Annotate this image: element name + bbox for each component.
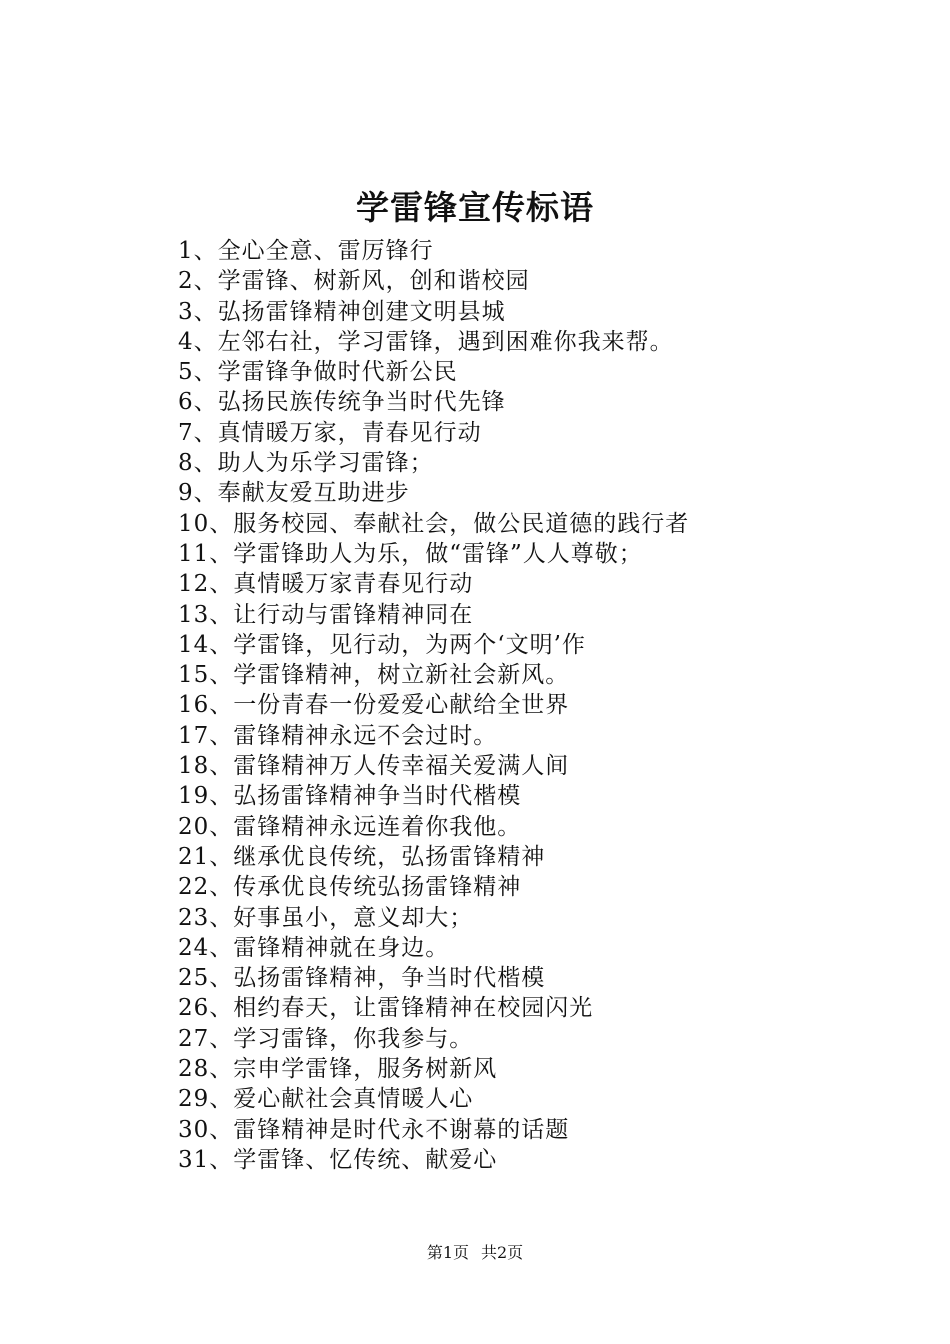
- slogan-item: 29、爱心献社会真情暖人心: [178, 1086, 474, 1113]
- slogan-item: 3、弘扬雷锋精神创建文明县城: [178, 298, 506, 325]
- slogan-item: 14、学雷锋，见行动，为两个‘文明’作: [178, 631, 586, 658]
- slogan-item: 27、学习雷锋，你我参与。: [178, 1025, 474, 1052]
- slogan-item: 22、传承优良传统弘扬雷锋精神: [178, 874, 522, 901]
- slogan-item: 18、雷锋精神万人传幸福关爱满人间: [178, 753, 570, 780]
- slogan-item: 12、真情暖万家青春见行动: [178, 571, 474, 598]
- slogan-item: 13、让行动与雷锋精神同在: [178, 601, 474, 628]
- page-footer: [0, 1241, 950, 1265]
- slogan-item: 25、弘扬雷锋精神，争当时代楷模: [178, 965, 546, 992]
- page-number: 第1页: [426, 1243, 469, 1262]
- slogan-item: 21、继承优良传统，弘扬雷锋精神: [178, 843, 546, 870]
- slogan-item: 23、好事虽小，意义却大；: [178, 904, 474, 931]
- slogan-item: 1、全心全意、雷厉锋行: [178, 238, 434, 264]
- document-title: 学雷锋宣传标语: [356, 188, 594, 227]
- slogan-item: 31、学雷锋、忆传统、献爱心: [178, 1146, 498, 1173]
- slogan-item: 19、弘扬雷锋精神争当时代楷模: [178, 783, 522, 810]
- slogan-item: 17、雷锋精神永远不会过时。: [178, 722, 498, 749]
- slogan-item: 24、雷锋精神就在身边。: [178, 934, 450, 961]
- slogan-item: 15、学雷锋精神，树立新社会新风。: [178, 662, 570, 689]
- slogan-item: 28、宗申学雷锋，服务树新风: [178, 1056, 498, 1083]
- slogan-item: 4、左邻右社，学习雷锋，遇到困难你我来帮。: [178, 328, 674, 355]
- slogan-item: 7、真情暖万家，青春见行动: [178, 419, 482, 446]
- slogan-item: 2、学雷锋、树新风，创和谐校园: [178, 268, 530, 295]
- page-total: 共2页: [481, 1243, 524, 1262]
- slogan-item: 20、雷锋精神永远连着你我他。: [178, 813, 522, 840]
- slogan-item: 8、助人为乐学习雷锋；: [178, 450, 434, 477]
- slogan-item: 9、奉献友爱互助进步: [178, 480, 410, 507]
- slogan-item: 11、学雷锋助人为乐，做“雷锋”人人尊敬；: [178, 540, 643, 567]
- slogan-item: 16、一份青春一份爱爱心献给全世界: [178, 692, 570, 719]
- slogan-item: 10、服务校园、奉献社会，做公民道德的践行者: [178, 510, 690, 537]
- slogan-item: 6、弘扬民族传统争当时代先锋: [178, 389, 506, 416]
- slogan-list: [178, 236, 878, 1175]
- slogan-item: 30、雷锋精神是时代永不谢幕的话题: [178, 1116, 570, 1143]
- slogan-item: 26、相约春天，让雷锋精神在校园闪光: [178, 995, 594, 1022]
- slogan-item: 5、学雷锋争做时代新公民: [178, 359, 458, 386]
